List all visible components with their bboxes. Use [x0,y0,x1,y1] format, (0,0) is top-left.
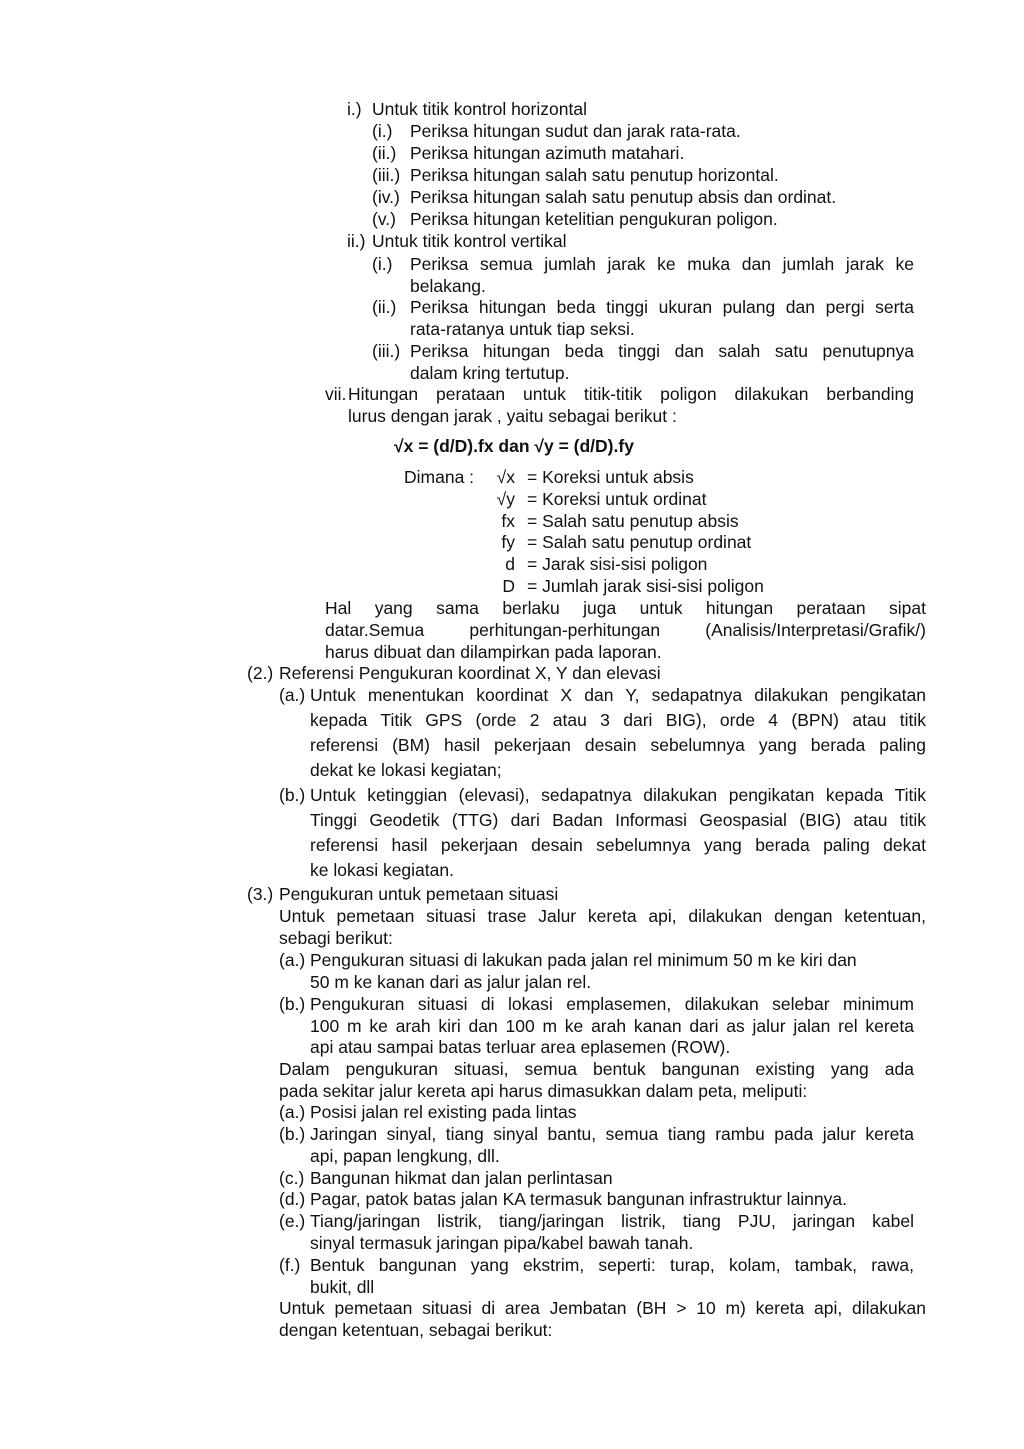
list-item-continuation: dalam kring tertutup. [410,363,570,383]
paragraph-line: referensi (BM) hasil pekerjaan desain sebelumnya yang berada paling [310,735,926,755]
list-item-continuation: 50 m ke kanan dari as jalur jalan rel. [310,972,592,992]
definition: = Jarak sisi-sisi poligon [527,554,708,574]
dimana-label: Dimana : [404,467,475,487]
item-label: (a.) [279,950,306,970]
symbol: √y [496,489,515,509]
item-label: ii.) [347,231,366,251]
symbol: fy [501,532,515,552]
item-label: (iii.) [372,165,401,185]
item-label: (c.) [279,1168,305,1188]
list-item-continuation: bukit, dll [310,1277,375,1297]
list-item: Pengukuran situasi di lakukan pada jalan rel minimum 50 m ke kiri dan [310,950,857,970]
item-label: i.) [347,99,362,119]
paragraph-line: dengan ketentuan, sebagai berikut: [279,1320,553,1340]
paragraph-line: Untuk pemetaan situasi trase Jalur kereta api, dilakukan dengan ketentuan, [279,906,926,926]
list-item-continuation: sinyal termasuk jaringan pipa/kabel bawah tanah. [310,1233,694,1253]
definition: = Koreksi untuk absis [527,467,694,487]
formula: √x = (d/D).fx dan √y = (d/D).fy [394,436,634,456]
item-label: (a.) [279,685,306,705]
section-title: Referensi Pengukuran koordinat X, Y dan elevasi [279,663,661,683]
definition: = Salah satu penutup absis [527,511,739,531]
item-label: (d.) [279,1189,306,1209]
paragraph-line: Untuk pemetaan situasi di area Jembatan (BH > 10 m) kereta api, dilakukan [279,1298,926,1318]
paragraph-line: harus dibuat dan dilampirkan pada laporan. [325,642,662,662]
symbol: D [502,576,515,596]
list-item: Periksa hitungan beda tinggi ukuran pulang dan pergi serta [410,297,914,317]
symbol: fx [501,511,515,531]
item-label: (ii.) [372,143,397,163]
list-item-continuation: belakang. [410,276,486,296]
list-item-continuation: 100 m ke arah kiri dan 100 m ke arah kanan dari as jalur jalan rel kereta [310,1016,914,1036]
item-label: (b.) [279,1124,306,1144]
item-label: vii. [325,384,347,404]
definition: = Jumlah jarak sisi-sisi poligon [527,576,764,596]
item-label: (b.) [279,785,306,805]
paragraph-line: lurus dengan jarak , yaitu sebagai berikut : [348,406,677,426]
list-item: Periksa hitungan beda tinggi dan salah satu penutupnya [410,341,914,361]
paragraph-line: Dalam pengukuran situasi, semua bentuk bangunan existing yang ada [279,1059,914,1079]
list-item: Periksa hitungan sudut dan jarak rata-rata. [410,121,741,141]
item-label: (e.) [279,1211,306,1231]
symbol: d [505,554,515,574]
list-item-continuation: rata-ratanya untuk tiap seksi. [410,319,635,339]
list-item: Periksa hitungan ketelitian pengukuran poligon. [410,209,778,229]
section-number: (3.) [247,884,274,904]
list-item: Periksa hitungan azimuth matahari. [410,143,685,163]
paragraph-line: Untuk ketinggian (elevasi), sedapatnya dilakukan pengikatan kepada Titik [310,785,926,805]
item-label: (i.) [372,121,393,141]
subheading: Untuk titik kontrol vertikal [372,231,567,251]
list-item: Tiang/jaringan listrik, tiang/jaringan listrik, tiang PJU, jaringan kabel [310,1211,914,1231]
paragraph-line: Untuk menentukan koordinat X dan Y, sedapatnya dilakukan pengikatan [310,685,926,705]
definition: = Salah satu penutup ordinat [527,532,752,552]
paragraph-line: ke lokasi kegiatan. [310,860,454,880]
paragraph-line: sebagi berikut: [279,928,393,948]
list-item: Periksa hitungan salah satu penutup horizontal. [410,165,779,185]
paragraph-line: Hal yang sama berlaku juga untuk hitungan perataan sipat [325,598,926,618]
paragraph-line: referensi hasil pekerjaan desain sebelumnya yang berada paling dekat [310,835,926,855]
item-label: (i.) [372,254,393,274]
list-item: Bentuk bangunan yang ekstrim, seperti: turap, kolam, tambak, rawa, [310,1255,914,1275]
symbol: √x [496,467,515,487]
list-item: Periksa semua jumlah jarak ke muka dan jumlah jarak ke [410,254,914,274]
paragraph-line: pada sekitar jalur kereta api harus dimasukkan dalam peta, meliputi: [279,1081,808,1101]
list-item: Bangunan hikmat dan jalan perlintasan [310,1168,613,1188]
item-label: (v.) [372,209,396,229]
item-label: (ii.) [372,297,397,317]
item-label: (iv.) [372,187,400,207]
item-label: (iii.) [372,341,401,361]
paragraph-line: Tinggi Geodetik (TTG) dari Badan Informasi Geospasial (BIG) atau titik [310,810,926,830]
item-label: (f.) [279,1255,301,1275]
paragraph-line: datar.Semua perhitungan-perhitungan (Analisis/Interpretasi/Grafik/) [325,620,926,640]
list-item: Pengukuran situasi di lokasi emplasemen, dilakukan selebar minimum [310,994,914,1014]
definition: = Koreksi untuk ordinat [527,489,707,509]
paragraph-line: Hitungan perataan untuk titik-titik poligon dilakukan berbanding [348,384,914,404]
list-item: Periksa hitungan salah satu penutup absis dan ordinat. [410,187,837,207]
item-label: (a.) [279,1102,306,1122]
list-item: Pagar, patok batas jalan KA termasuk bangunan infrastruktur lainnya. [310,1189,847,1209]
item-label: (b.) [279,994,306,1014]
list-item: Posisi jalan rel existing pada lintas [310,1102,577,1122]
section-title: Pengukuran untuk pemetaan situasi [279,884,559,904]
paragraph-line: dekat ke lokasi kegiatan; [310,760,502,780]
section-number: (2.) [247,663,274,683]
list-item: Jaringan sinyal, tiang sinyal bantu, semua tiang rambu pada jalur kereta [310,1124,914,1144]
list-item-continuation: api, papan lengkung, dll. [310,1146,500,1166]
paragraph-line: kepada Titik GPS (orde 2 atau 3 dari BIG), orde 4 (BPN) atau titik [310,710,926,730]
subheading: Untuk titik kontrol horizontal [372,99,587,119]
list-item-continuation: api atau sampai batas terluar area eplasemen (ROW). [310,1037,731,1057]
